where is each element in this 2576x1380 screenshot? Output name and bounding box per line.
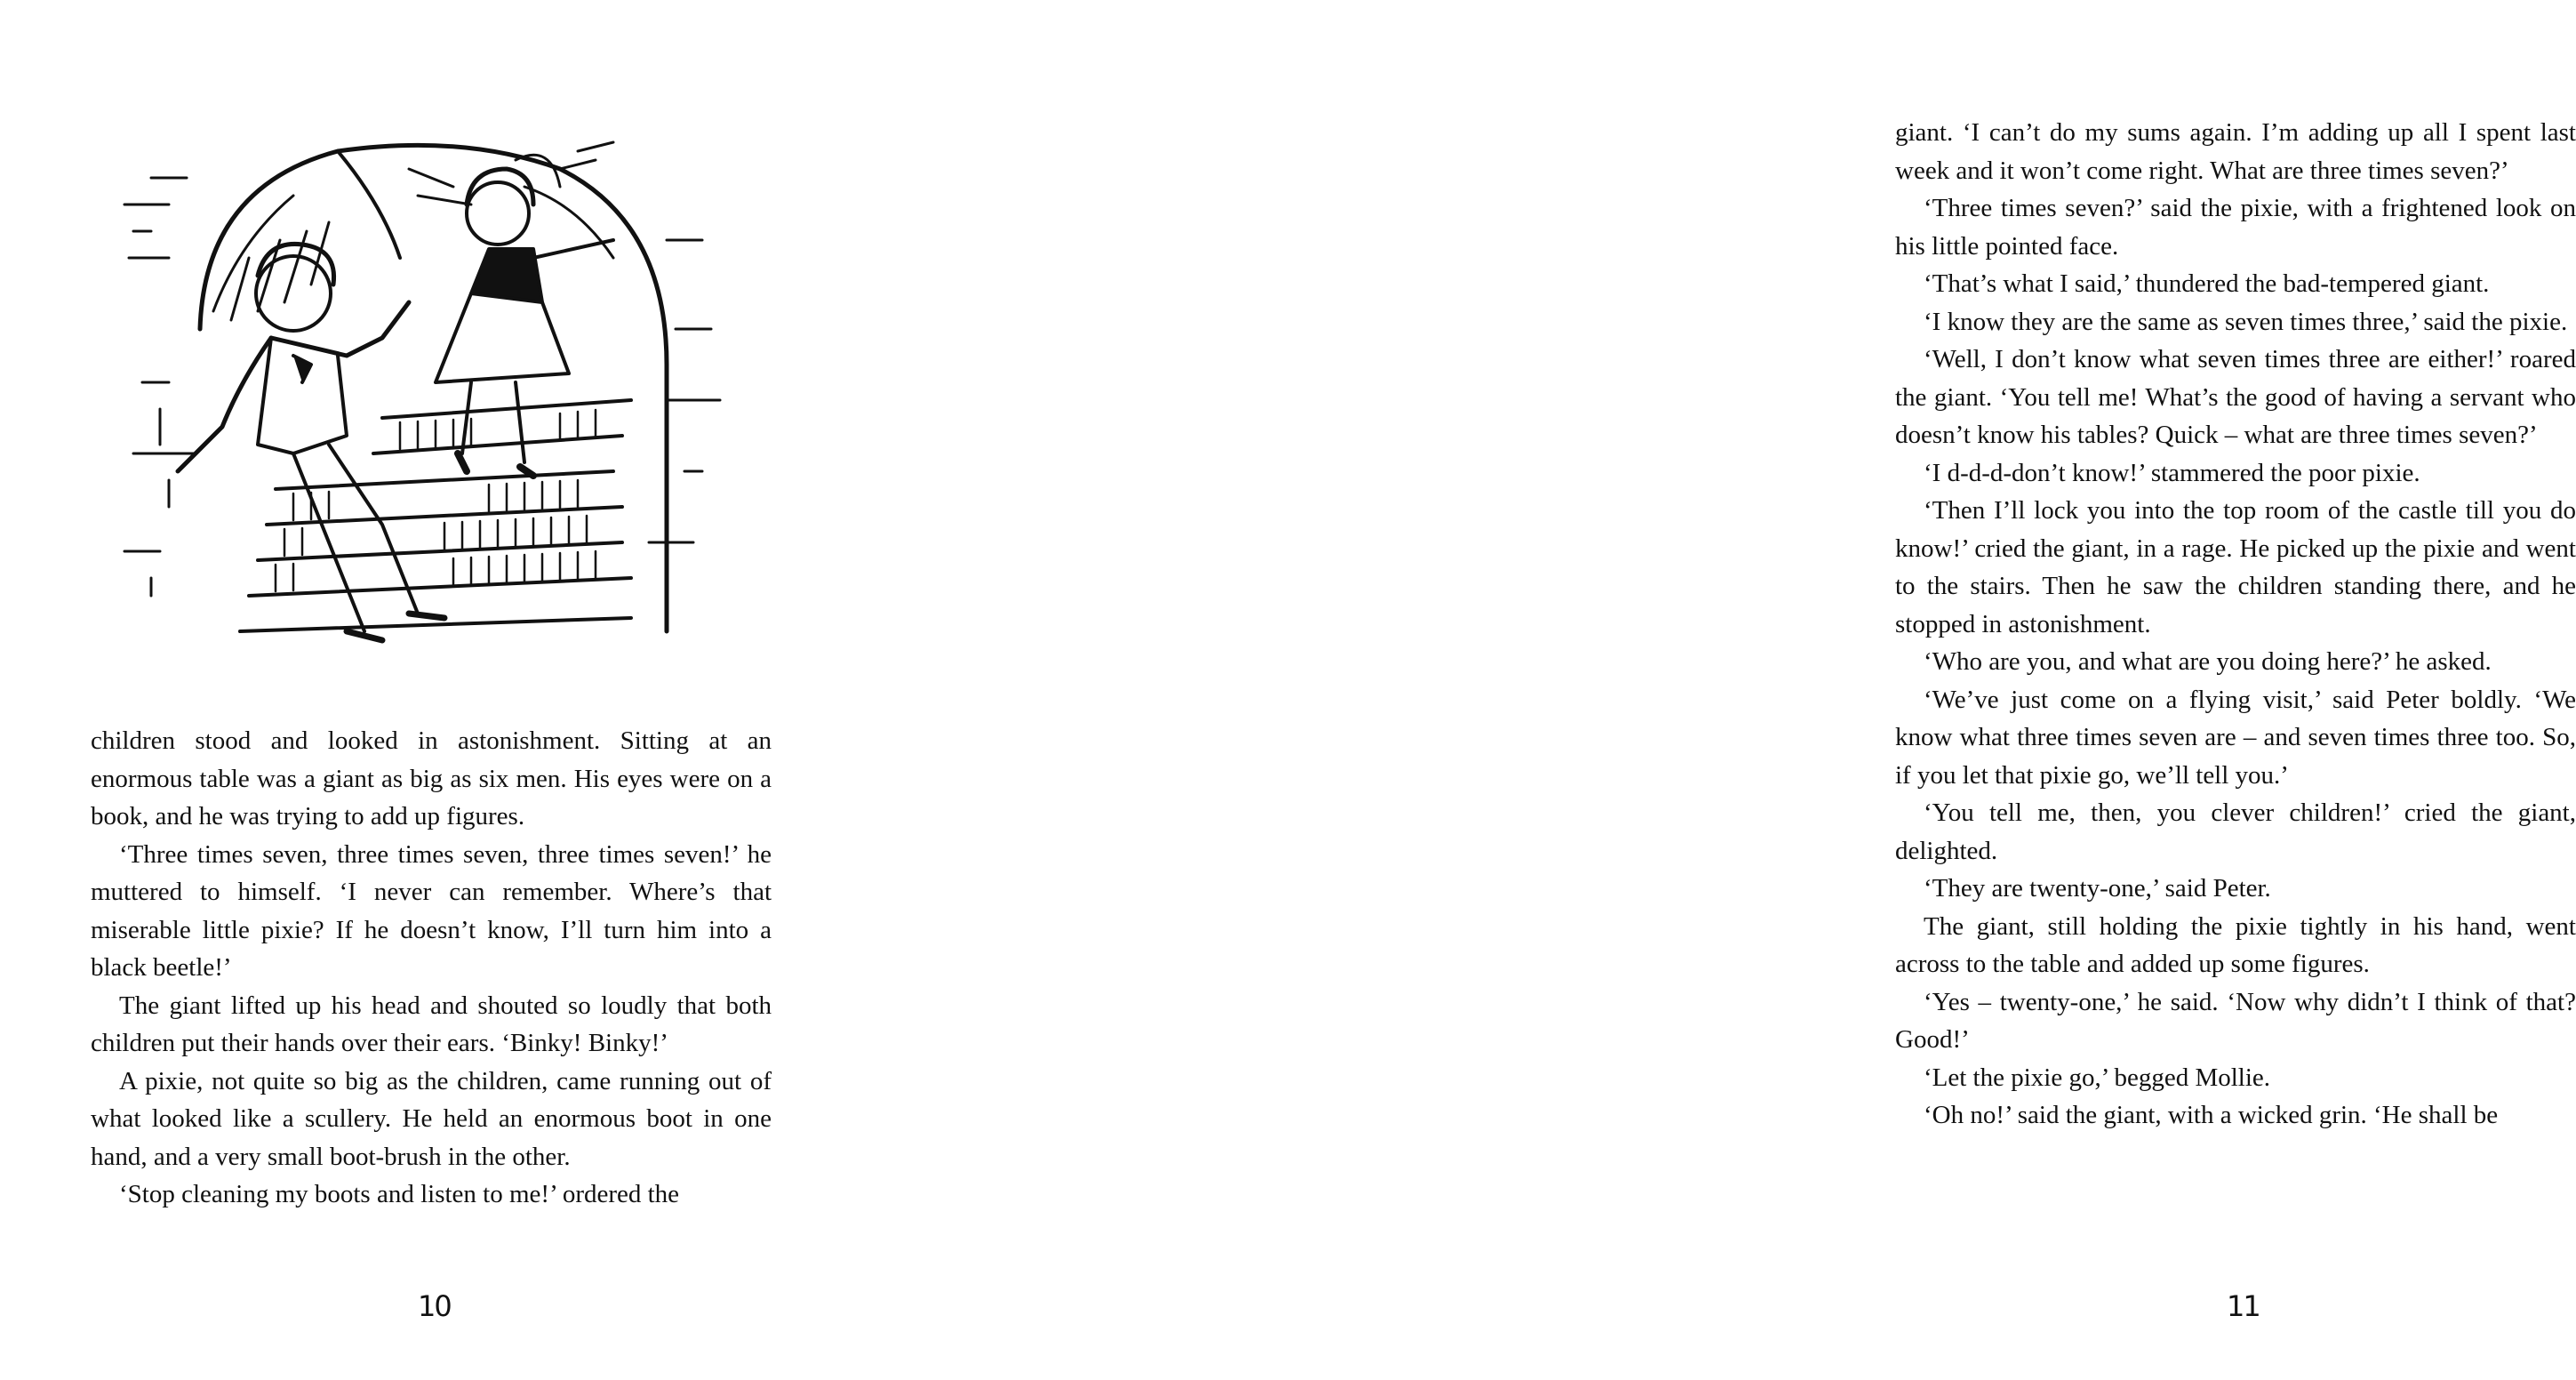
page-number: 11 — [2227, 1289, 2260, 1323]
paragraph: The giant lifted up his head and shouted so loudly that both children put their hands over their ears. ‘Binky! Binky!’ — [91, 991, 772, 1057]
right-page-text — [1895, 114, 2576, 1135]
paragraph: giant. ‘I can’t do my sums again. I’m adding up all I spent last week and it won’t come right. What are three times seven?’ — [1895, 118, 2576, 185]
paragraph: ‘I d-d-d-don’t know!’ stammered the poor pixie. — [1924, 458, 2420, 487]
paragraph: ‘We’ve just come on a flying visit,’ said Peter boldly. ‘We know what three times seven are – and seven times three too. So, if you let that pixie go, we’ll tell you.’ — [1895, 685, 2576, 790]
left-page — [0, 0, 889, 1380]
paragraph: ‘Three times seven?’ said the pixie, with a frightened look on his little pointed face. — [1895, 194, 2576, 261]
paragraph: ‘Who are you, and what are you doing here?’ he asked. — [1924, 647, 2492, 676]
paragraph: ‘They are twenty-one,’ said Peter. — [1924, 874, 2271, 903]
paragraph: ‘Let the pixie go,’ begged Mollie. — [1924, 1063, 2271, 1092]
paragraph: ‘Yes – twenty-one,’ he said. ‘Now why didn’t I think of that? Good!’ — [1895, 987, 2576, 1054]
paragraph: ‘You tell me, then, you clever children!’ cried the giant, delighted. — [1895, 798, 2576, 865]
paragraph: The giant, still holding the pixie tightly in his hand, went across to the table and added up some figures. — [1895, 911, 2576, 978]
paragraph: ‘I know they are the same as seven times three,’ said the pixie. — [1924, 307, 2568, 336]
paragraph: ‘Stop cleaning my boots and listen to me!’ ordered the — [119, 1180, 680, 1208]
paragraph: ‘Then I’ll lock you into the top room of the castle till you do know!’ cried the giant, in a rage. He picked up the pixie and went to the stairs. Then he saw the children standing there, and he stopped in astonishment. — [1895, 496, 2576, 638]
paragraph: A pixie, not quite so big as the children, came running out of what looked like a scullery. He held an enormous boot in one hand, and a very small boot-brush in the other. — [91, 1066, 772, 1171]
page-number: 10 — [418, 1289, 451, 1323]
paragraph: ‘That’s what I said,’ thundered the bad-tempered giant. — [1924, 269, 2490, 298]
stairway-illustration — [116, 133, 720, 694]
paragraph: ‘Well, I don’t know what seven times three are either!’ roared the giant. ‘You tell me! What’s the good of having a servant who doesn’t know his tables? Quick – what are three times seven?’ — [1895, 345, 2576, 449]
paragraph: children stood and looked in astonishment. Sitting at an enormous table was a giant as big as six men. His eyes were on a book, and he was trying to add up figures. — [91, 726, 772, 830]
left-page-text — [91, 722, 772, 1214]
right-page — [889, 0, 2576, 1380]
paragraph: ‘Oh no!’ said the giant, with a wicked grin. ‘He shall be — [1924, 1101, 2499, 1129]
paragraph: ‘Three times seven, three times seven, three times seven!’ he muttered to himself. ‘I never can remember. Where’s that miserable little pixie? If he doesn’t know, I’ll turn him into a black beetle!’ — [91, 839, 772, 982]
